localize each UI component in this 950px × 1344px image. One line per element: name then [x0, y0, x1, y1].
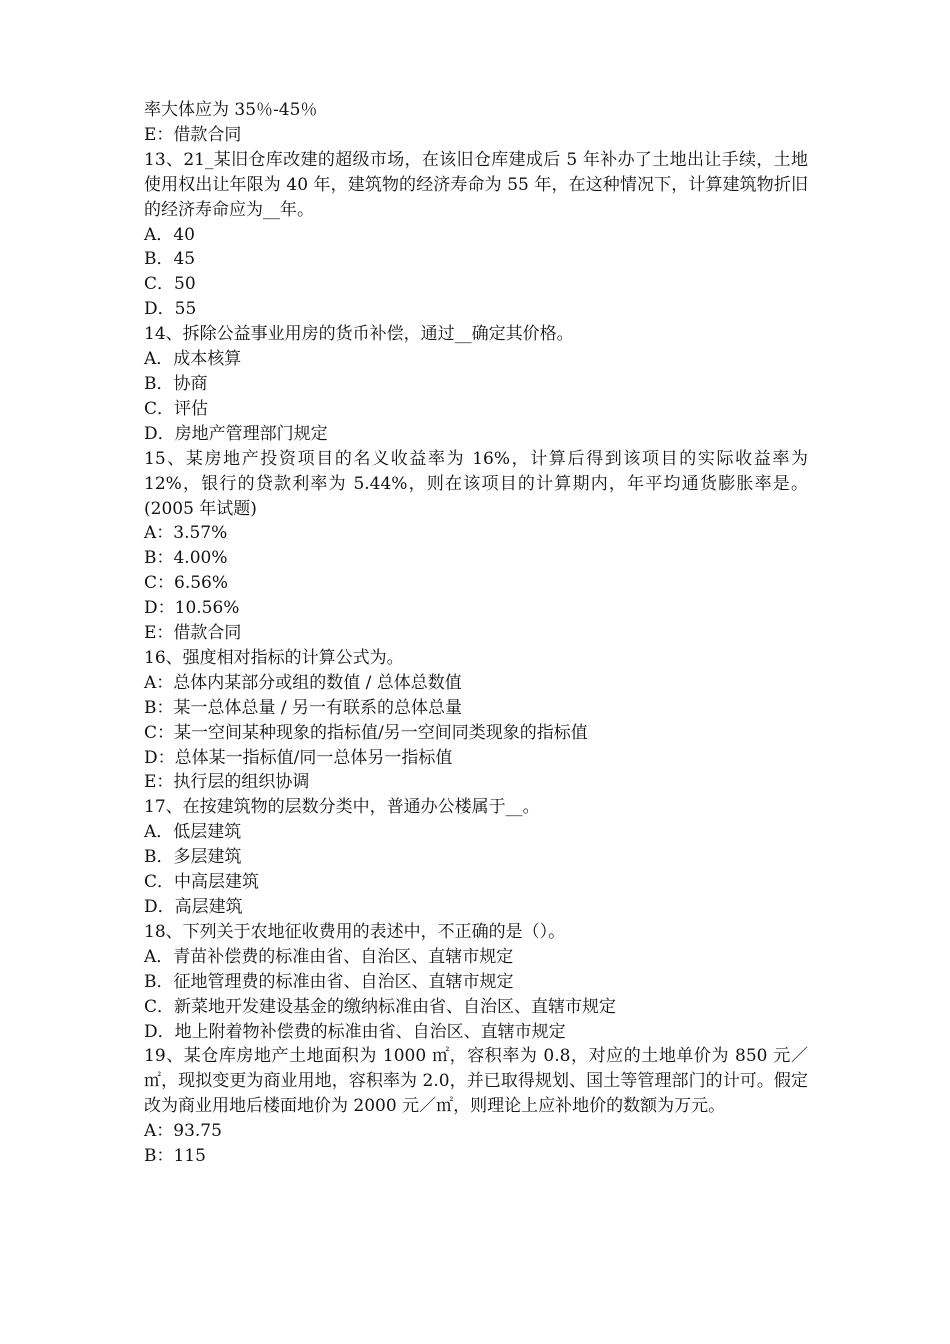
option: A．低层建筑 — [144, 822, 242, 843]
question-stem: 19、某仓库房地产土地面积为 1000 ㎡，容积率为 0.8，对应的土地单价为 850 元／㎡，现拟变更为商业用地，容积率为 2.0，并已取得规划、国土等管理部门的计可。假定改为商业用地后楼面地价为 2000 元／㎡，则理论上应补地价的数额为万元。 — [144, 1046, 808, 1117]
question-13 — [144, 148, 808, 322]
question-stem: 18、下列关于农地征收费用的表述中，不正确的是（）。 — [144, 921, 566, 942]
option: B：4.00% — [144, 548, 228, 569]
option: D．房地产管理部门规定 — [144, 423, 328, 444]
question-stem: 15、某房地产投资项目的名义收益率为 16%，计算后得到该项目的实际收益率为 12%，银行的贷款利率为 5.44%，则在该项目的计算期内，年平均通货膨胀率是。(2005 年试题) — [144, 448, 808, 519]
option: B．45 — [144, 249, 196, 270]
option: E：执行层的组织协调 — [144, 772, 310, 793]
question-stem: 16、强度相对指标的计算公式为。 — [144, 647, 404, 668]
option: B．协商 — [144, 373, 208, 394]
question-16 — [144, 646, 808, 795]
option: D．高层建筑 — [144, 897, 243, 917]
continued-option: E：借款合同 — [144, 124, 242, 145]
question-stem: 14、拆除公益事业用房的货币补偿，通过__确定其价格。 — [144, 324, 574, 345]
option: B：115 — [144, 1146, 206, 1167]
option: C．新菜地开发建设基金的缴纳标准由省、自治区、直辖市规定 — [144, 996, 617, 1017]
option: A：93.75 — [144, 1121, 222, 1142]
option: C．50 — [144, 274, 196, 295]
option: C：某一空间某种现象的指标值/另一空间同类现象的指标值 — [144, 722, 588, 743]
option: A．40 — [144, 224, 195, 245]
continued-text: 率大体应为 35％-45％ — [144, 100, 318, 120]
question-14 — [144, 322, 808, 447]
option: A：3.57% — [144, 523, 228, 544]
option: C．评估 — [144, 398, 209, 419]
option: C：6.56% — [144, 573, 229, 594]
option: D．55 — [144, 299, 197, 320]
option: A．成本核算 — [144, 349, 242, 370]
question-stem: 13、21_某旧仓库改建的超级市场，在该旧仓库建成后 5 年补办了土地出让手续，土地使用权出让年限为 40 年，建筑物的经济寿命为 55 年，在这种情况下，计算建筑物折旧的经济寿命应为__年。 — [144, 149, 808, 220]
question-18 — [144, 920, 808, 1045]
document-page — [144, 98, 808, 1169]
option: D：10.56% — [144, 598, 240, 619]
option: A：总体内某部分或组的数值 / 总体总数值 — [144, 672, 462, 693]
question-stem: 17、在按建筑物的层数分类中，普通办公楼属于__。 — [144, 797, 540, 818]
option: B．征地管理费的标准由省、自治区、直辖市规定 — [144, 971, 514, 992]
option: E：借款合同 — [144, 623, 242, 644]
option: B．多层建筑 — [144, 847, 242, 868]
option: D：总体某一指标值/同一总体另一指标值 — [144, 747, 453, 768]
question-19 — [144, 1044, 808, 1169]
question-17 — [144, 795, 808, 920]
option: A．青苗补偿费的标准由省、自治区、直辖市规定 — [144, 946, 514, 967]
option: C．中高层建筑 — [144, 872, 260, 893]
question-15 — [144, 447, 808, 646]
option: B：某一总体总量 / 另一有联系的总体总量 — [144, 697, 463, 718]
option: D．地上附着物补偿费的标准由省、自治区、直辖市规定 — [144, 1021, 566, 1042]
